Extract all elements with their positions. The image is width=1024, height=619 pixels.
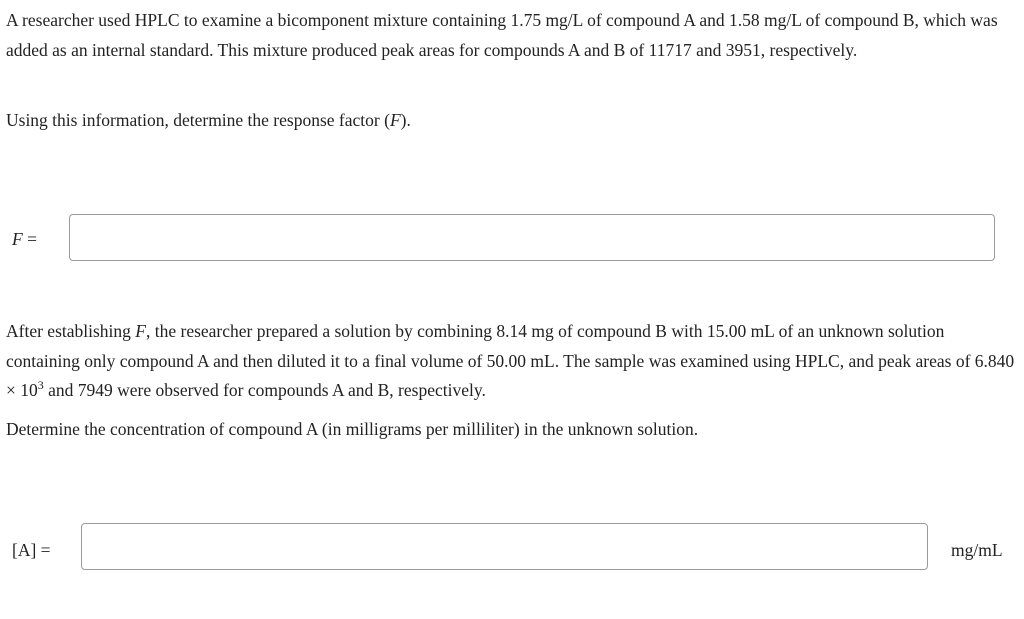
- response-factor-label-variable: F: [12, 229, 23, 249]
- question2-intro-body: , the researcher prepared a solution by combining 8.14 mg of compound B with 15.00 mL of an unknown solution containing only compound A and then diluted it to a final volume of 50.00 mL. The sample was examined using HPLC, and peak areas of 6.840 × 10: [6, 321, 1015, 400]
- question1-prompt-variable: F: [389, 110, 401, 130]
- concentration-unit: mg/mL: [951, 540, 1003, 560]
- question1-prompt-end: ).: [400, 110, 411, 130]
- response-factor-label: [12, 228, 37, 250]
- question2-exponent: 3: [37, 378, 44, 392]
- question1-prompt: [6, 106, 1018, 136]
- question2-prompt: Determine the concentration of compound A (in milligrams per milliliter) in the unknown solution.: [6, 419, 699, 439]
- concentration-input[interactable]: [81, 523, 928, 570]
- response-factor-label-equals: =: [22, 229, 37, 249]
- question2-intro-start: After establishing: [6, 321, 136, 341]
- concentration-label: [A] =: [12, 540, 51, 560]
- response-factor-input[interactable]: [69, 214, 995, 261]
- question2-intro-variable: F: [135, 321, 146, 341]
- question2-intro-end: and 7949 were observed for compounds A and B, respectively.: [43, 380, 486, 400]
- question1-prompt-text: Using this information, determine the response factor (: [6, 110, 390, 130]
- question1-intro: A researcher used HPLC to examine a bicomponent mixture containing 1.75 mg/L of compound A and 1.58 mg/L of compound B, which was added as an internal standard. This mixture produced peak areas for compounds A and B of 11717 and 3951, respectively.: [6, 10, 998, 60]
- question2-intro: [6, 317, 1018, 406]
